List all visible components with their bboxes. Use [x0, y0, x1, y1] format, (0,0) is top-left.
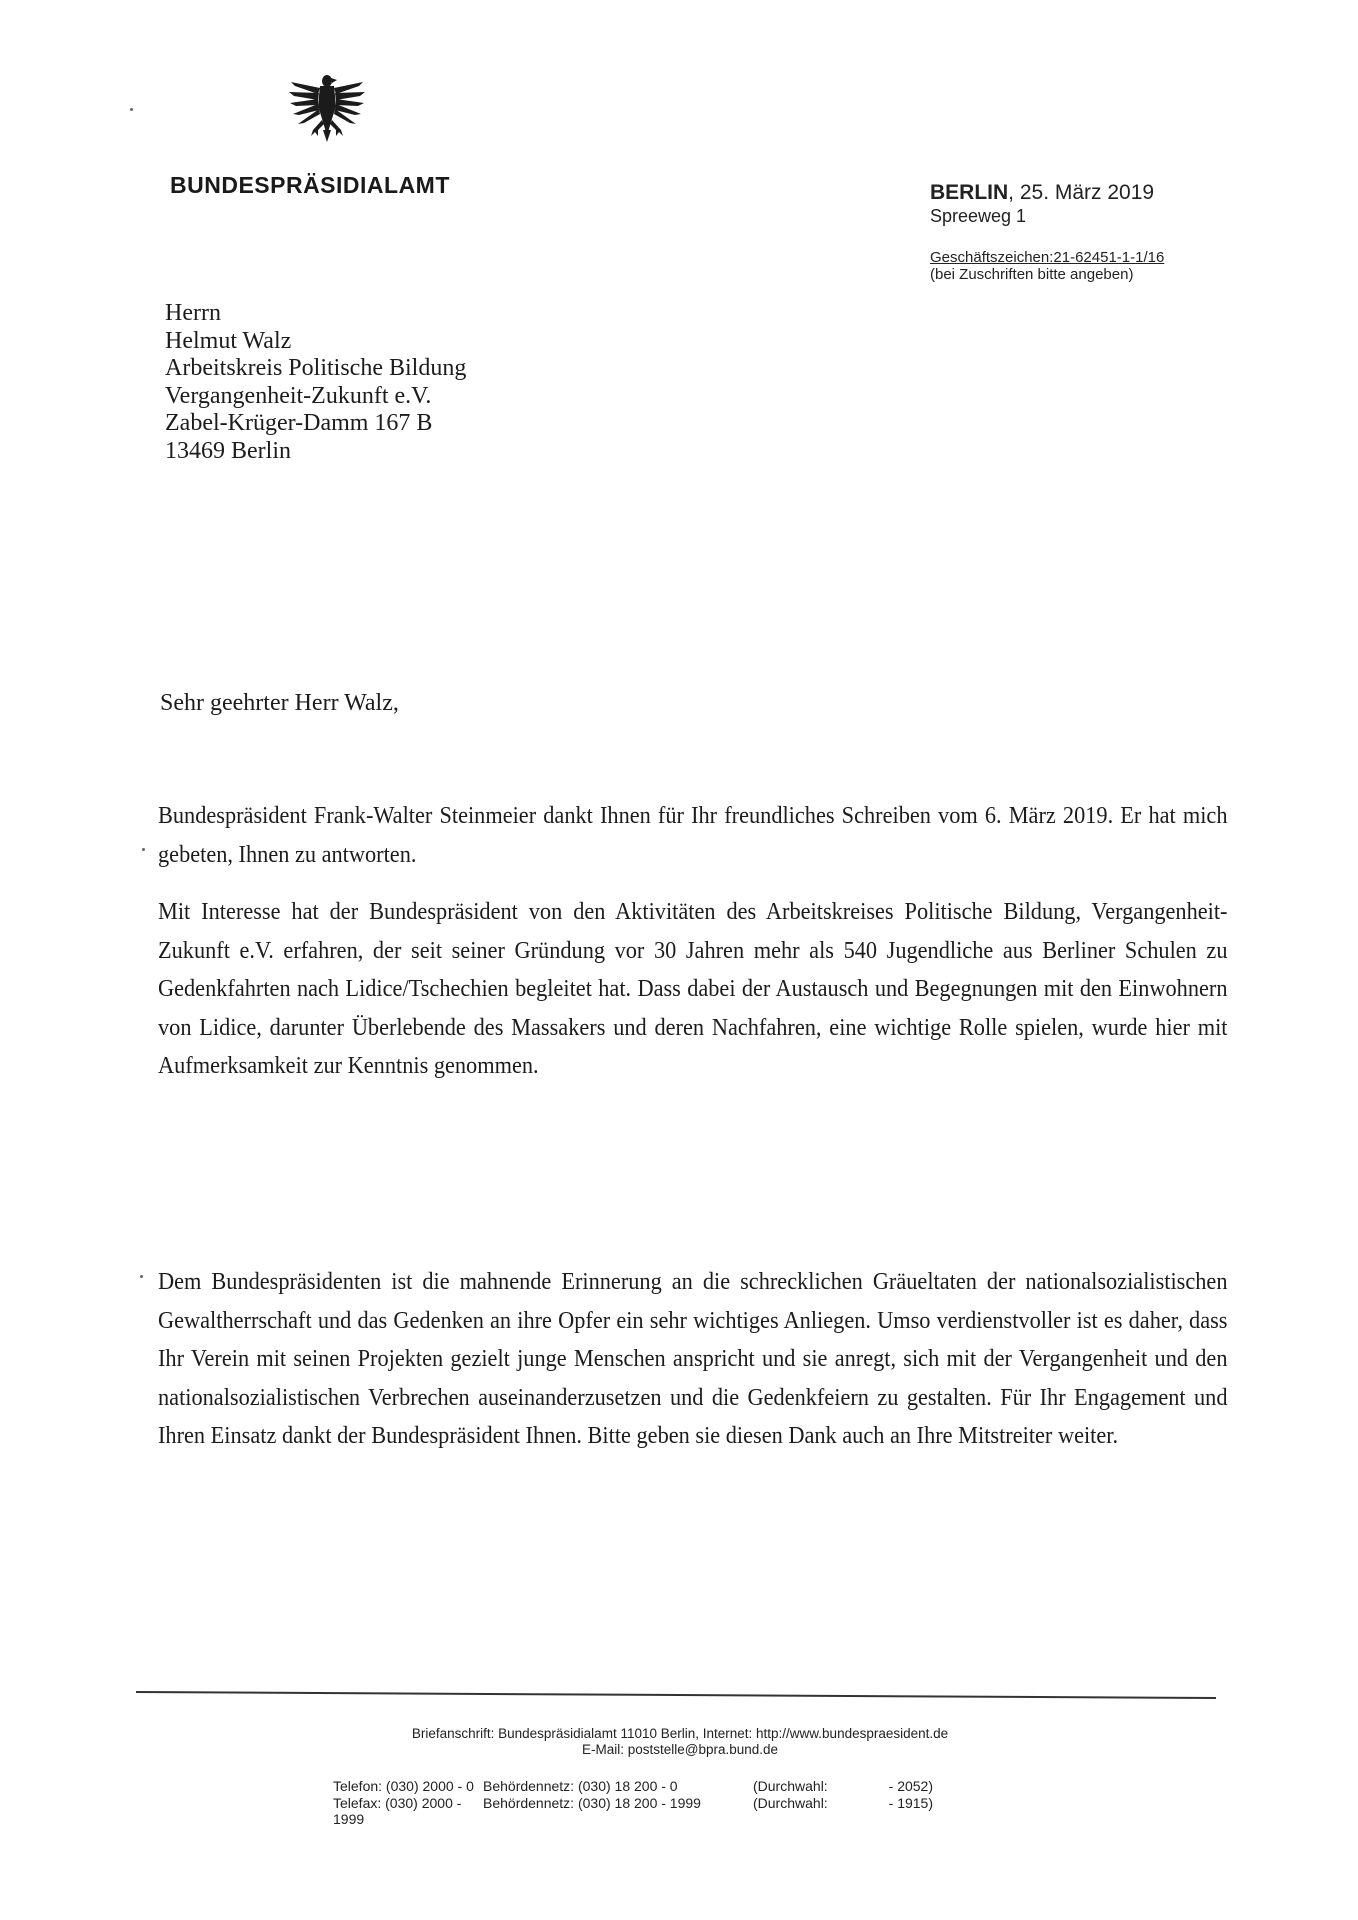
- scan-speck: [142, 848, 145, 851]
- recipient-address: [165, 300, 466, 465]
- salutation: Sehr geehrter Herr Walz,: [160, 690, 399, 716]
- phone-network: Behördennetz: (030) 18 200 - 0: [483, 1778, 678, 1794]
- organization-name: BUNDESPRÄSIDIALAMT: [170, 172, 450, 198]
- reference-note: (bei Zuschriften bitte angeben): [930, 266, 1134, 283]
- phone-number: Telefon: (030) 2000 - 0: [333, 1778, 474, 1794]
- extension-label: (Durchwahl:: [753, 1795, 828, 1811]
- contact-details: [333, 1778, 933, 1827]
- reference-number: Geschäftszeichen:21-62451-1-1/16: [930, 249, 1165, 266]
- address-line: Zabel-Krüger-Damm 167 B: [165, 410, 433, 436]
- postal-address-line: Briefanschrift: Bundespräsidialamt 11010 Berlin, Internet: http://www.bundespraesident.de: [411, 1726, 949, 1741]
- scan-speck: [140, 1275, 143, 1278]
- address-line: Herrn: [165, 300, 221, 326]
- letter-header-info: [930, 181, 1164, 283]
- body-paragraph: Mit Interesse hat der Bundespräsident von den Aktivitäten des Arbeitskreises Politische Bildung, Vergangenheit-Zukunft e.V. erfahren, der seit seiner Gründung vor 30 Jahren mehr als 540 Jugendliche aus Berliner Schulen zu Gedenkfahrten nach Lidice/Tschechien begleitet hat. Dass dabei der Austausch und Begegnungen mit den Einwohnern von Lidice, darunter Überlebende des Massakers und deren Nachfahren, eine wichtige Rolle spielen, wurde hier mit Aufmerksamkeit zur Kenntnis genommen.: [158, 899, 1228, 1079]
- address-line: Vergangenheit-Zukunft e.V.: [165, 382, 432, 409]
- address-line: 13469 Berlin: [165, 437, 291, 464]
- address-line: Helmut Walz: [165, 327, 292, 354]
- address-line: Arbeitskreis Politische Bildung: [165, 355, 467, 381]
- federal-eagle-icon: [287, 72, 367, 144]
- fax-number: Telefax: (030) 2000 - 1999: [333, 1795, 462, 1827]
- scan-speck: [130, 108, 133, 111]
- body-paragraph: Bundespräsident Frank-Walter Steinmeier dankt Ihnen für Ihr freundliches Schreiben vom 6. März 2019. Er hat mich gebeten, Ihnen zu antworten.: [158, 803, 1228, 868]
- fax-extension: - 1915): [888, 1795, 933, 1811]
- body-paragraph: Dem Bundespräsidenten ist die mahnende Erinnerung an die schrecklichen Gräueltaten der nationalsozialistischen Gewaltherrschaft und das Gedenken an ihre Opfer ein sehr wichtiges Anliegen. Umso verdienstvoller ist es daher, dass Ihr Verein mit seinen Projekten gezielt junge Menschen anspricht und sie anregt, sich mit der Vergangenheit und den nationalsozialistischen Verbrechen auseinanderzusetzen und die Gedenkfeiern zu gestalten. Für Ihr Engagement und Ihren Einsatz dankt der Bundespräsident Ihnen. Bitte geben sie diesen Dank auch an Ihre Mitstreiter weiter.: [158, 1269, 1228, 1449]
- email-line: E-Mail: poststelle@bpra.bund.de: [581, 1742, 779, 1757]
- date: , 25. März 2019: [1008, 181, 1155, 204]
- fax-network: Behördennetz: (030) 18 200 - 1999: [483, 1795, 701, 1811]
- place-and-date: [930, 181, 1164, 205]
- city: BERLIN: [930, 181, 1009, 204]
- extension-label: (Durchwahl:: [753, 1778, 828, 1794]
- phone-extension: - 2052): [888, 1778, 933, 1794]
- footer-address: [330, 1726, 1030, 1758]
- street-address: Spreeweg 1: [930, 206, 1027, 226]
- footer-divider: [136, 1691, 1216, 1699]
